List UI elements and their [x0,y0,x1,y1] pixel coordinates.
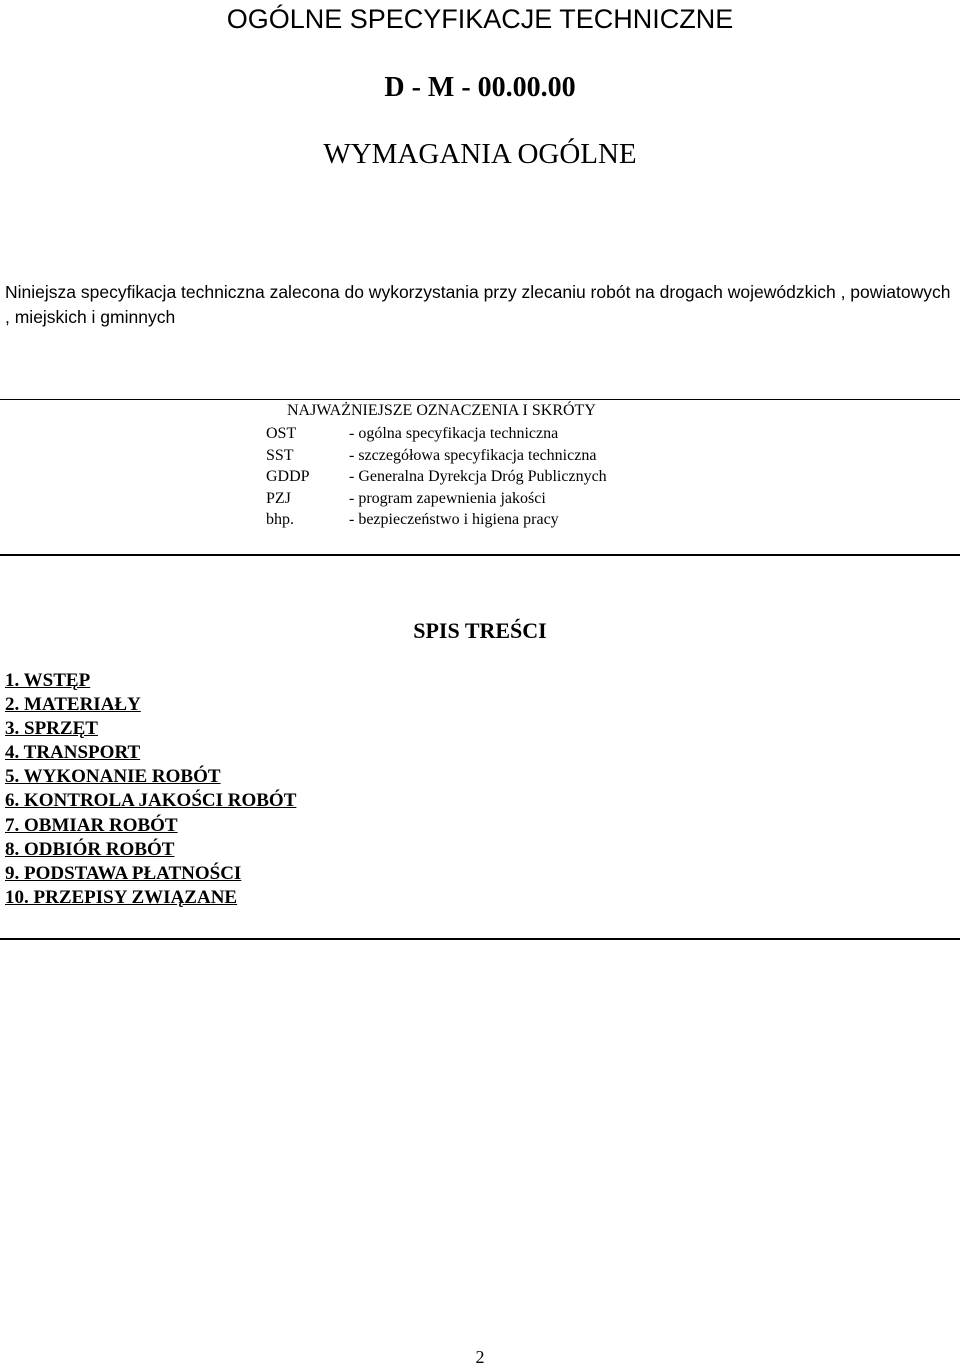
abbreviation-key: PZJ [266,490,291,507]
toc-item-obmiar-robot[interactable]: 7. OBMIAR ROBÓT [5,814,178,836]
toc-item-transport[interactable]: 4. TRANSPORT [5,742,141,764]
abbreviations-title: NAJWAŻNIEJSZE OZNACZENIA I SKRÓTY [287,402,596,419]
intro-paragraph: Niniejsza specyfikacja techniczna zalecona do wykorzystania przy zlecaniu robót na drogach wojewódzkich , powiatowych , miejskich i gminnych [5,282,951,327]
abbreviation-value: - Generalna Dyrekcja Dróg Publicznych [349,468,607,485]
document-heading: WYMAGANIA OGÓLNE [323,138,637,170]
toc-item-przepisy-zwiazane[interactable]: 10. PRZEPISY ZWIĄZANE [5,886,238,908]
document-title: OGÓLNE SPECYFIKACJE TECHNICZNE [226,4,734,34]
toc-item-wykonanie-robot[interactable]: 5. WYKONANIE ROBÓT [5,766,221,788]
abbreviation-key: SST [266,447,294,464]
toc-item-podstawa-platnosci[interactable]: 9. PODSTAWA PŁATNOŚCI [5,862,242,884]
abbreviation-key: GDDP [266,468,310,485]
toc-item-kontrola-jakosci[interactable]: 6. KONTROLA JAKOŚCI ROBÓT [5,790,297,812]
page-number: 2 [475,1347,485,1367]
toc-item-wstep[interactable]: 1. WSTĘP [5,670,91,691]
document-code: D - M - 00.00.00 [384,72,576,103]
abbreviation-value: - szczegółowa specyfikacja techniczna [349,447,597,464]
abbreviation-value: - program zapewnienia jakości [349,490,546,507]
abbreviation-value: - bezpieczeństwo i higiena pracy [349,511,559,528]
toc-item-odbior-robot[interactable]: 8. ODBIÓR ROBÓT [5,838,175,860]
abbreviation-key: bhp. [266,511,294,528]
toc-title: SPIS TREŚCI [413,618,547,643]
toc-item-sprzet[interactable]: 3. SPRZĘT [5,718,98,740]
divider-top [0,399,960,400]
divider-middle [0,554,960,556]
toc-list [5,669,296,910]
toc-item-materialy[interactable]: 2. MATERIAŁY [5,694,141,716]
abbreviation-value: - ogólna specyfikacja techniczna [349,425,559,442]
divider-bottom [0,938,960,940]
abbreviation-key: OST [266,425,297,442]
